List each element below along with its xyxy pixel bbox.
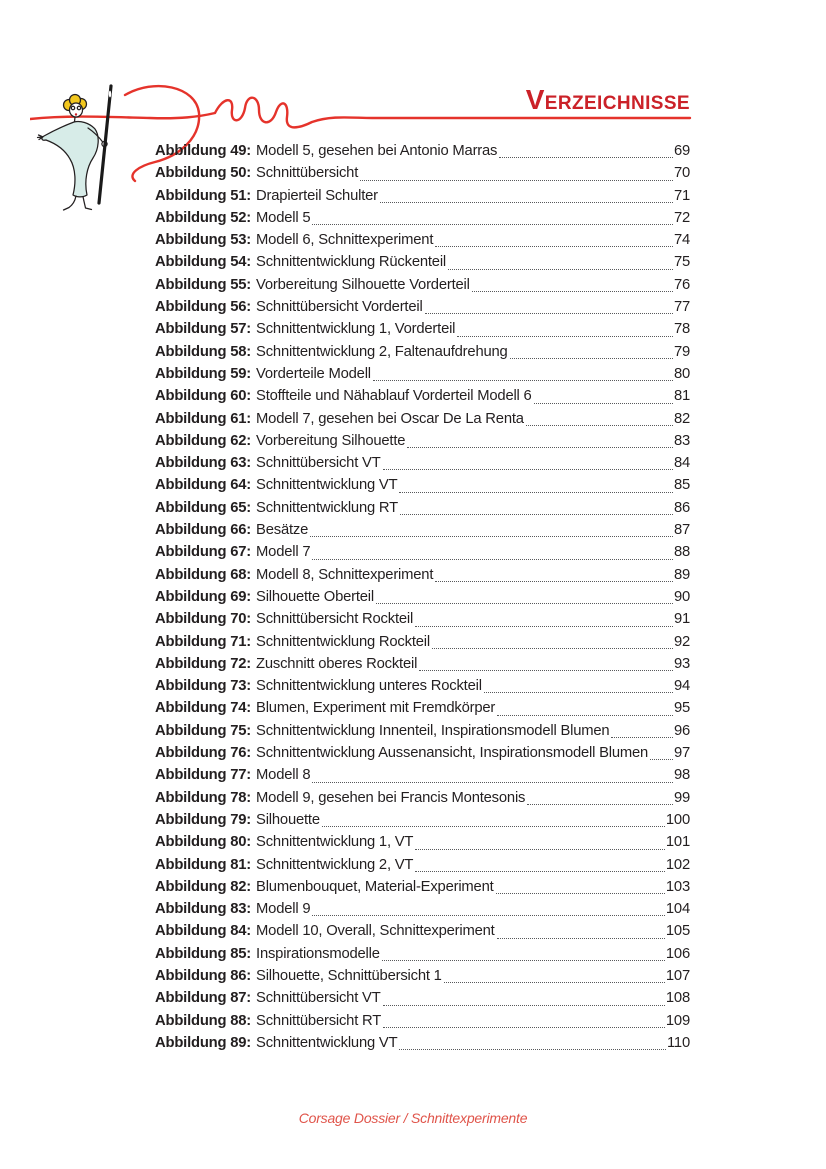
dot-leader [435, 564, 673, 582]
entry-page: 70 [673, 165, 690, 182]
dot-leader [472, 274, 673, 292]
toc-entry [155, 809, 690, 831]
entry-title: Silhouette Oberteil [256, 588, 374, 605]
dot-leader [510, 341, 673, 359]
dot-leader [484, 675, 673, 693]
entry-title: Schnittübersicht Rockteil [256, 611, 414, 628]
dot-leader [380, 185, 673, 203]
dot-leader [432, 631, 673, 649]
toc-entry [155, 720, 690, 742]
entry-label: Abbildung 60: [155, 388, 252, 405]
dot-leader [497, 920, 665, 938]
entry-title: Zuschnitt oberes Rockteil [256, 655, 418, 672]
entry-label: Abbildung 82: [155, 878, 252, 895]
entry-page: 85 [673, 477, 690, 494]
toc-entry [155, 519, 690, 541]
entry-label: Abbildung 49: [155, 143, 252, 159]
entry-page: 74 [673, 232, 690, 249]
dot-leader [448, 251, 673, 269]
toc-entry [155, 831, 690, 853]
entry-page: 79 [673, 343, 690, 360]
entry-title: Schnittübersicht VT [256, 990, 381, 1007]
dot-leader [527, 787, 673, 805]
entry-title: Besätze [256, 522, 309, 539]
entry-title: Schnittübersicht [256, 165, 359, 182]
toc-entry [155, 764, 690, 786]
entry-page: 76 [673, 276, 690, 293]
dot-leader [400, 497, 673, 515]
entry-label: Abbildung 64: [155, 477, 252, 494]
toc-entry [155, 541, 690, 563]
dot-leader [534, 385, 673, 403]
entry-page: 78 [673, 321, 690, 338]
entry-page: 75 [673, 254, 690, 271]
entry-title: Schnittübersicht VT [256, 455, 381, 472]
dot-leader [419, 653, 673, 671]
dot-leader [407, 430, 673, 448]
entry-title: Modell 6, Schnittexperiment [256, 232, 434, 249]
entry-label: Abbildung 72: [155, 655, 252, 672]
dot-leader [457, 318, 673, 336]
entry-page: 83 [673, 432, 690, 449]
entry-page: 110 [667, 1034, 690, 1051]
entry-label: Abbildung 71: [155, 633, 252, 650]
entry-title: Modell 7 [256, 544, 311, 561]
dancer-figure [38, 95, 108, 211]
entry-label: Abbildung 79: [155, 811, 252, 828]
entry-page: 99 [673, 789, 690, 806]
entry-label: Abbildung 57: [155, 321, 252, 338]
entry-page: 100 [665, 811, 690, 828]
toc-entry [155, 854, 690, 876]
toc-entry [155, 474, 690, 496]
page-title-initial: V [525, 84, 545, 115]
entry-title: Vorderteile Modell [256, 365, 371, 382]
toc-entry [155, 251, 690, 273]
dot-leader [415, 854, 665, 872]
entry-label: Abbildung 87: [155, 990, 252, 1007]
entry-page: 109 [665, 1012, 690, 1029]
entry-title: Schnittentwicklung 1, Vorderteil [256, 321, 456, 338]
needle-icon [99, 86, 111, 203]
entry-label: Abbildung 51: [155, 187, 252, 204]
toc-entry [155, 898, 690, 920]
entry-title: Modell 7, gesehen bei Oscar De La Renta [256, 410, 524, 427]
dot-leader [499, 140, 673, 158]
entry-label: Abbildung 69: [155, 588, 252, 605]
entry-label: Abbildung 80: [155, 834, 252, 851]
entry-page: 80 [673, 365, 690, 382]
toc-entry [155, 497, 690, 519]
entry-label: Abbildung 88: [155, 1012, 252, 1029]
entry-label: Abbildung 63: [155, 455, 252, 472]
entry-title: Inspirationsmodelle [256, 945, 380, 962]
entry-title: Schnittentwicklung 2, Faltenaufdrehung [256, 343, 508, 360]
entry-page: 108 [665, 990, 690, 1007]
toc-entry [155, 943, 690, 965]
dot-leader [373, 363, 673, 381]
toc-entry [155, 631, 690, 653]
entry-title: Modell 8 [256, 767, 311, 784]
entry-label: Abbildung 74: [155, 700, 252, 717]
entry-title: Blumenbouquet, Material-Experiment [256, 878, 494, 895]
toc-entry [155, 697, 690, 719]
entry-page: 98 [673, 767, 690, 784]
dot-leader [312, 764, 673, 782]
dot-leader [444, 965, 665, 983]
dancer-dress [42, 122, 98, 197]
entry-page: 105 [665, 923, 690, 940]
entry-title: Schnittentwicklung Rockteil [256, 633, 430, 650]
entry-label: Abbildung 55: [155, 276, 252, 293]
entry-label: Abbildung 84: [155, 923, 252, 940]
toc-entry [155, 140, 690, 162]
dot-leader [312, 898, 665, 916]
toc-entry [155, 564, 690, 586]
entry-title: Schnittentwicklung Aussenansicht, Inspirationsmodell Blumen [256, 745, 649, 762]
toc-entry [155, 207, 690, 229]
entry-title: Schnittentwicklung RT [256, 499, 398, 516]
entry-title: Schnittentwicklung Innenteil, Inspirationsmodell Blumen [256, 722, 610, 739]
entry-title: Modell 9, gesehen bei Francis Montesonis [256, 789, 526, 806]
entry-page: 106 [665, 945, 690, 962]
entry-label: Abbildung 56: [155, 299, 252, 316]
entry-page: 84 [673, 455, 690, 472]
dot-leader [415, 831, 665, 849]
dot-leader [399, 474, 673, 492]
entry-page: 89 [673, 566, 690, 583]
toc-entry [155, 608, 690, 630]
toc-entry [155, 430, 690, 452]
dot-leader [425, 296, 673, 314]
dot-leader [312, 541, 673, 559]
dot-leader [383, 452, 673, 470]
dot-leader [376, 586, 673, 604]
entry-label: Abbildung 68: [155, 566, 252, 583]
entry-label: Abbildung 62: [155, 432, 252, 449]
dot-leader [497, 697, 673, 715]
entry-page: 91 [673, 611, 690, 628]
toc-entry [155, 185, 690, 207]
entry-label: Abbildung 67: [155, 544, 252, 561]
entry-title: Blumen, Experiment mit Fremdkörper [256, 700, 496, 717]
entry-label: Abbildung 52: [155, 209, 252, 226]
entry-label: Abbildung 89: [155, 1034, 252, 1051]
dot-leader [496, 876, 665, 894]
entry-label: Abbildung 59: [155, 365, 252, 382]
entry-page: 107 [665, 967, 690, 984]
entry-page: 71 [673, 187, 690, 204]
entry-page: 87 [673, 522, 690, 539]
entry-label: Abbildung 66: [155, 522, 252, 539]
entry-page: 96 [673, 722, 690, 739]
entry-page: 93 [673, 655, 690, 672]
toc-entry [155, 920, 690, 942]
toc-entry [155, 965, 690, 987]
entry-label: Abbildung 76: [155, 745, 252, 762]
toc-entry [155, 742, 690, 764]
entry-title: Schnittübersicht Vorderteil [256, 299, 423, 316]
entry-page: 81 [673, 388, 690, 405]
toc-entry [155, 229, 690, 251]
entry-label: Abbildung 50: [155, 165, 252, 182]
entry-title: Schnittentwicklung 1, VT [256, 834, 414, 851]
entry-page: 69 [673, 143, 690, 159]
entry-label: Abbildung 54: [155, 254, 252, 271]
dot-leader [383, 1010, 665, 1028]
entry-label: Abbildung 70: [155, 611, 252, 628]
entry-title: Vorbereitung Silhouette [256, 432, 406, 449]
entry-label: Abbildung 77: [155, 767, 252, 784]
entry-page: 88 [673, 544, 690, 561]
dot-leader [310, 519, 673, 537]
toc-entry [155, 1032, 690, 1054]
dancer-lips [75, 113, 77, 115]
toc-entry [155, 653, 690, 675]
entry-title: Modell 5, gesehen bei Antonio Marras [256, 143, 498, 159]
toc-entry [155, 1010, 690, 1032]
figure-list [155, 140, 690, 1054]
dot-leader [435, 229, 673, 247]
page-title [526, 86, 690, 114]
toc-entry [155, 675, 690, 697]
dot-leader [399, 1032, 666, 1050]
toc-entry [155, 341, 690, 363]
dot-leader [312, 207, 673, 225]
entry-title: Silhouette, Schnittübersicht 1 [256, 967, 442, 984]
entry-title: Drapierteil Schulter [256, 187, 378, 204]
entry-label: Abbildung 61: [155, 410, 252, 427]
toc-entry [155, 296, 690, 318]
entry-page: 104 [665, 901, 690, 918]
entry-label: Abbildung 86: [155, 967, 252, 984]
entry-page: 94 [673, 678, 690, 695]
toc-entry [155, 876, 690, 898]
entry-page: 97 [673, 745, 690, 762]
entry-label: Abbildung 83: [155, 901, 252, 918]
entry-title: Schnittübersicht RT [256, 1012, 382, 1029]
entry-label: Abbildung 73: [155, 678, 252, 695]
toc-entry [155, 363, 690, 385]
entry-title: Schnittentwicklung VT [256, 1034, 398, 1051]
entry-page: 101 [665, 834, 690, 851]
dot-leader [611, 720, 673, 738]
dot-leader [526, 408, 673, 426]
entry-page: 82 [673, 410, 690, 427]
toc-entry [155, 586, 690, 608]
dot-leader [650, 742, 673, 760]
entry-title: Schnittentwicklung Rückenteil [256, 254, 446, 271]
entry-title: Vorbereitung Silhouette Vorderteil [256, 276, 470, 293]
toc-entry [155, 452, 690, 474]
entry-label: Abbildung 78: [155, 789, 252, 806]
entry-title: Modell 10, Overall, Schnittexperiment [256, 923, 495, 940]
entry-title: Schnittentwicklung VT [256, 477, 398, 494]
dot-leader [383, 987, 665, 1005]
entry-page: 90 [673, 588, 690, 605]
dot-leader [360, 162, 673, 180]
entry-title: Schnittentwicklung 2, VT [256, 856, 414, 873]
footer-text: Corsage Dossier / Schnittexperimente [298, 1110, 528, 1126]
entry-page: 77 [673, 299, 690, 316]
toc-entry [155, 385, 690, 407]
toc-entry [155, 787, 690, 809]
entry-label: Abbildung 58: [155, 343, 252, 360]
entry-title: Modell 8, Schnittexperiment [256, 566, 434, 583]
dot-leader [415, 608, 673, 626]
entry-page: 103 [665, 878, 690, 895]
entry-title: Schnittentwicklung unteres Rockteil [256, 678, 482, 695]
toc-entry [155, 987, 690, 1009]
toc-entry [155, 274, 690, 296]
entry-title: Modell 5 [256, 209, 311, 226]
entry-label: Abbildung 53: [155, 232, 252, 249]
entry-label: Abbildung 85: [155, 945, 252, 962]
entry-page: 95 [673, 700, 690, 717]
entry-page: 72 [673, 209, 690, 226]
entry-label: Abbildung 65: [155, 499, 252, 516]
entry-title: Modell 9 [256, 901, 311, 918]
entry-page: 86 [673, 499, 690, 516]
page-title-rest: ERZEICHNISSE [544, 93, 690, 114]
entry-label: Abbildung 75: [155, 722, 252, 739]
dot-leader [322, 809, 665, 827]
toc-entry [155, 162, 690, 184]
entry-page: 92 [673, 633, 690, 650]
entry-label: Abbildung 81: [155, 856, 252, 873]
entry-page: 102 [665, 856, 690, 873]
toc-entry [155, 408, 690, 430]
dot-leader [382, 943, 665, 961]
entry-title: Stoffteile und Nähablauf Vorderteil Modell 6 [256, 388, 532, 405]
entry-title: Silhouette [256, 811, 320, 828]
toc-entry [155, 318, 690, 340]
